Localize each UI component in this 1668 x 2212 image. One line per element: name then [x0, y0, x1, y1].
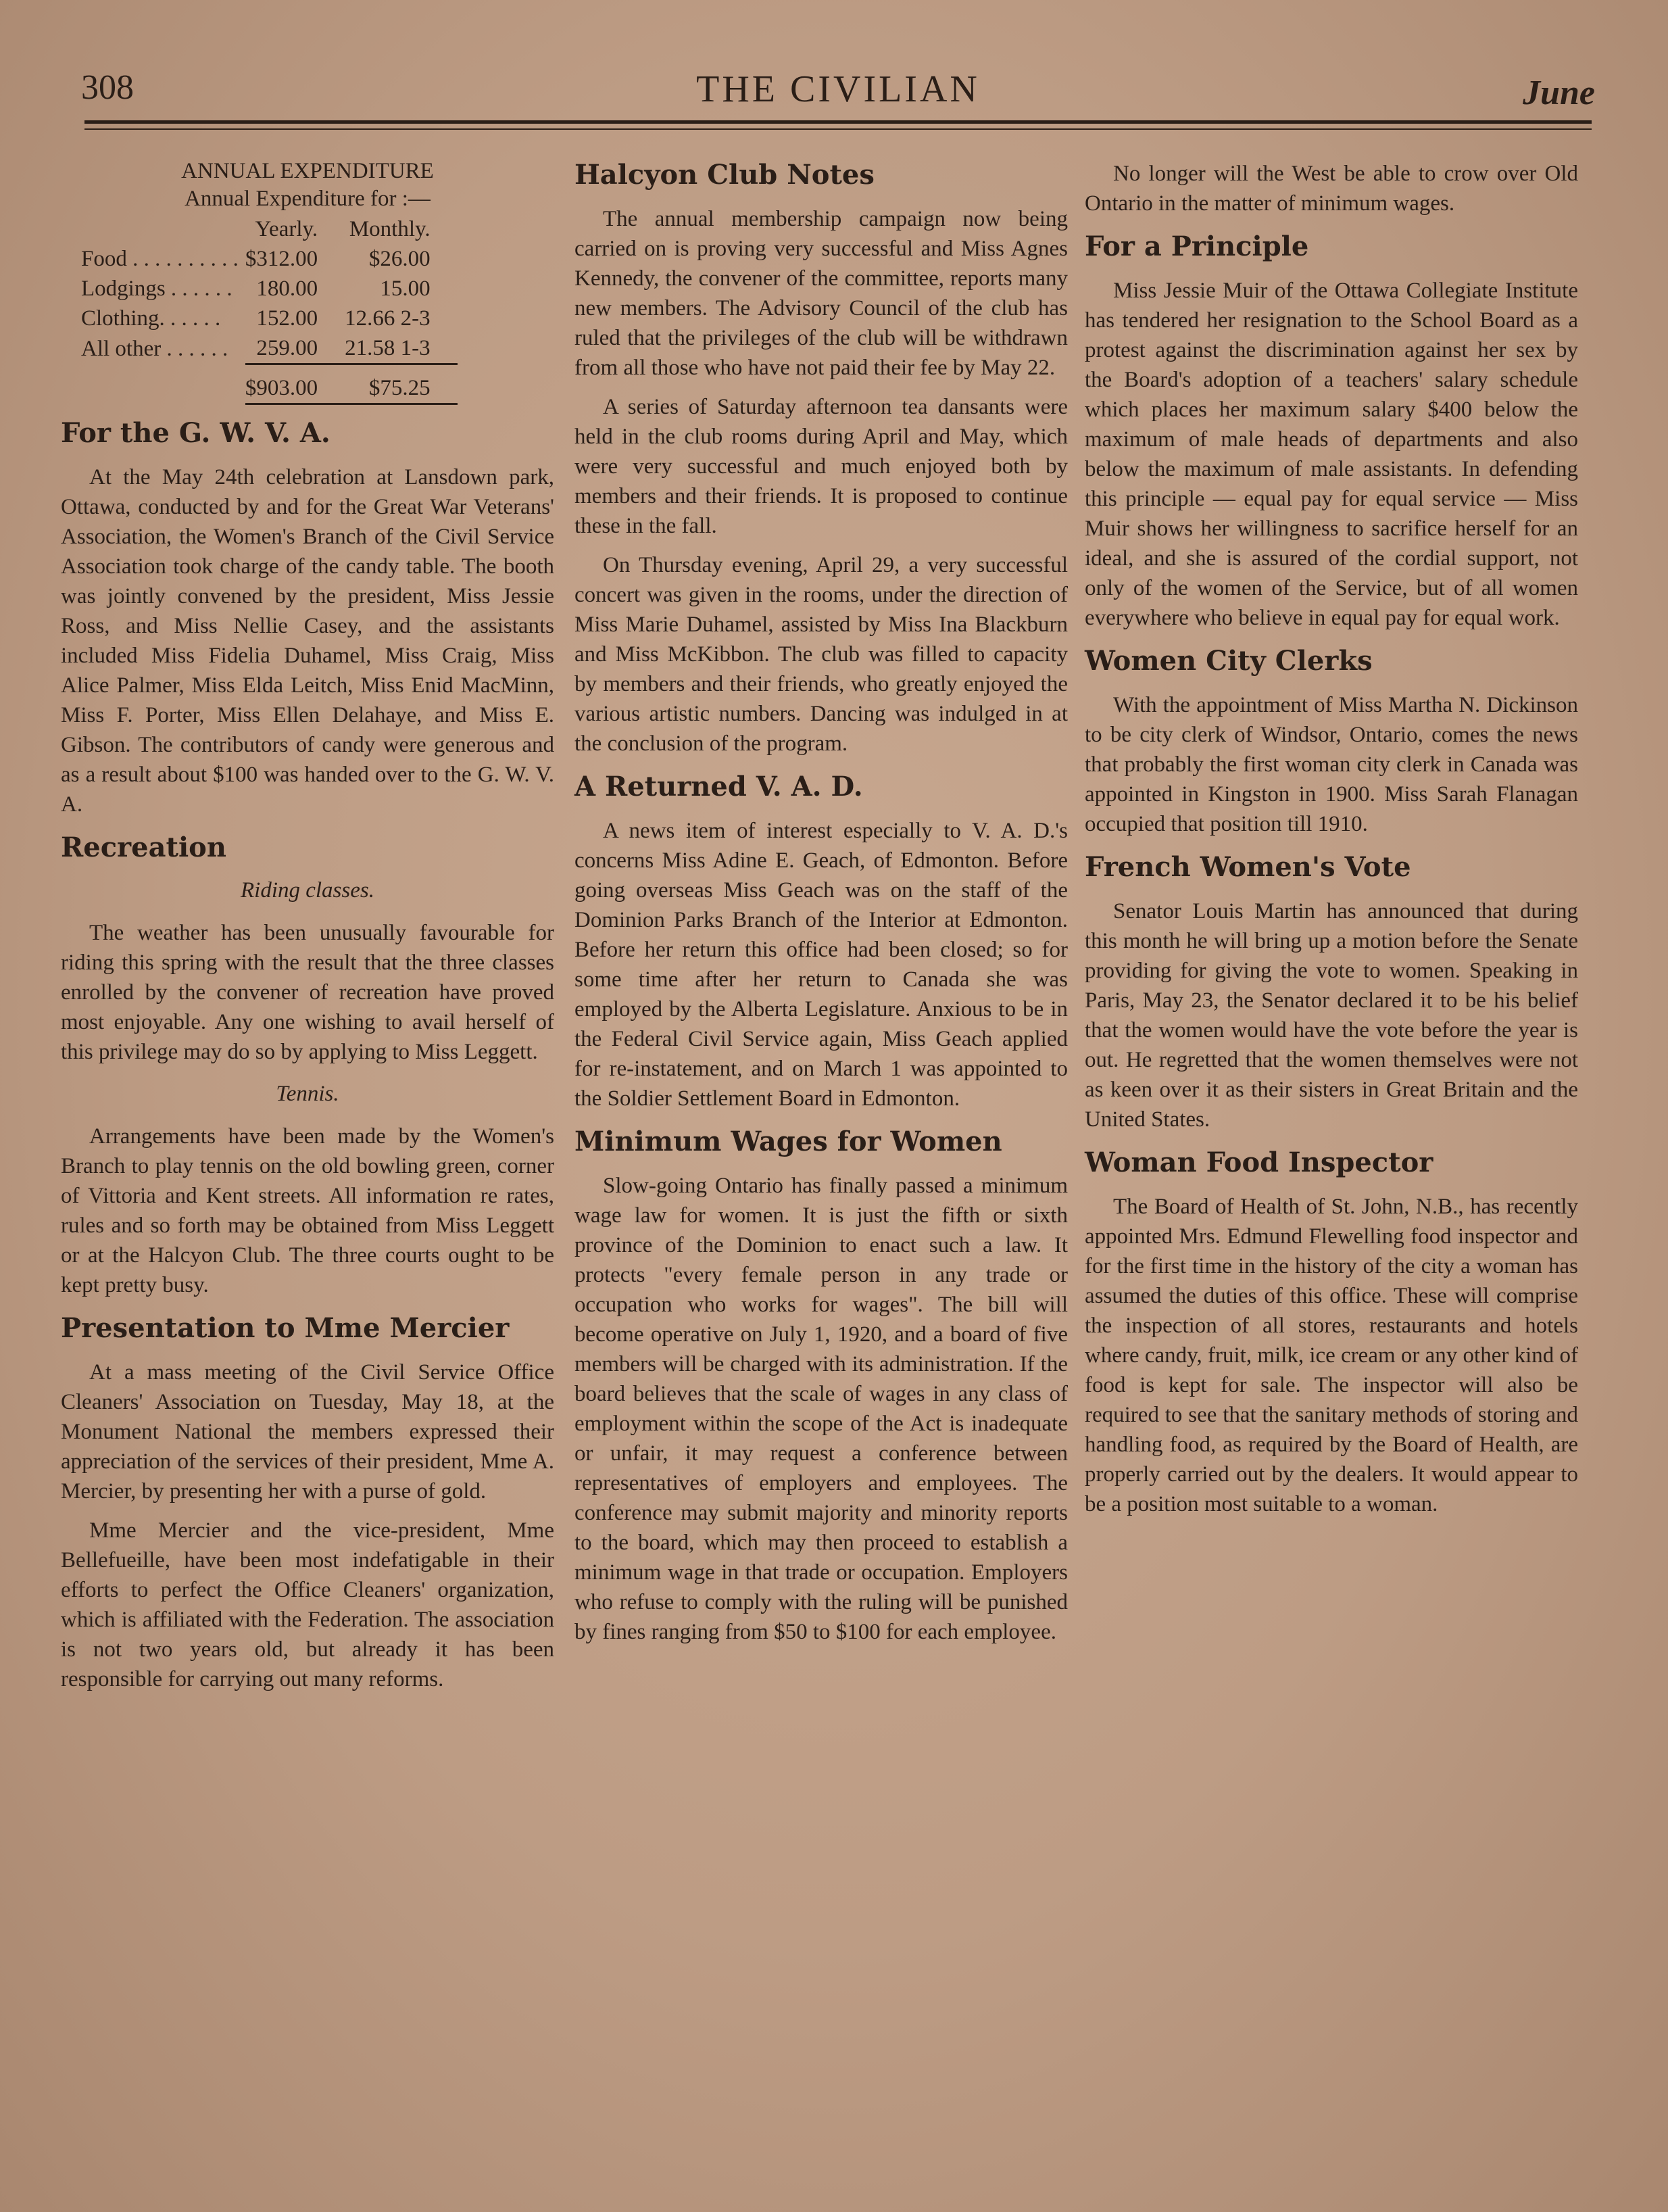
col-monthly: Monthly. — [349, 217, 431, 241]
riding-subheading: Riding classes. — [241, 878, 374, 903]
principle-paragraph: Miss Jessie Muir of the Ottawa Collegiate Institute has tendered her resignation to the School Board as a protest against the discrimination against her sex by the Board's adoption of a teachers' salary schedule which places her maximum salary $400 below the maximum of male heads of departments and also below the maximum of male assistants. In defending this principle — equal pay for equal service — Miss Muir shows her willingness to sacrifice herself for an ideal, and she is assured of the cordial support, not only of the women of the Service, but of all women everywhere who believe in equal pay for equal work. — [1085, 279, 1578, 630]
tennis-paragraph: Arrangements have been made by the Women's Branch to play tennis on the old bowling green, corner of Vittoria and Kent streets. All information re rates, rules and so forth may be obtained from Miss Leggett or at the Halcyon Club. The three courts ought to be kept pretty busy. — [61, 1124, 554, 1297]
table-row — [81, 333, 458, 364]
row-label: Clothing. . . . . . — [81, 306, 221, 331]
principle-heading: For a Principle — [1085, 231, 1309, 262]
expenditure-subtitle: Annual Expenditure for :— — [185, 187, 431, 211]
row-yearly: 152.00 — [256, 306, 318, 331]
west-paragraph: No longer will the West be able to crow over Old Ontario in the matter of minimum wages. — [1085, 162, 1578, 216]
table-total-row — [81, 364, 458, 404]
recreation-heading: Recreation — [61, 832, 226, 863]
halcyon-heading: Halcyon Club Notes — [574, 159, 875, 191]
expenditure-table — [81, 214, 458, 405]
page-header — [81, 68, 1595, 115]
halcyon-paragraph-1: The annual membership campaign now being carried on is proving very successful and Miss Agnes Kennedy, the convener of the committee, reports many new members. The Advisory Council of the club has ruled that the privileges of the club will be withdrawn from all those who have not paid their fee by May 22. — [574, 207, 1068, 380]
row-yearly: $312.00 — [245, 247, 318, 271]
table-row — [81, 274, 458, 304]
column-2 — [574, 159, 1068, 1656]
mercier-paragraph-2: Mme Mercier and the vice-president, Mme Bellefueille, have been most indefatigable in their efforts to perfect the Office Cleaners' organization, which is affiliated with the Federation. The association is not two years old, but already it has been responsible for carrying out many reforms. — [61, 1518, 554, 1691]
row-monthly: 15.00 — [380, 276, 431, 301]
row-monthly: $26.00 — [368, 247, 431, 271]
journal-title: THE CIVILIAN — [696, 68, 980, 110]
clerks-paragraph: With the appointment of Miss Martha N. Dickinson to be city clerk of Windsor, Ontario, comes the news that probably the first woman city clerk in Canada was appointed in Kingston in 1900. Miss Sarah Flanagan occupied that position till 1910. — [1085, 693, 1578, 836]
total-yearly: $903.00 — [245, 364, 345, 404]
gwva-heading: For the G. W. V. A. — [61, 417, 330, 449]
tennis-subheading: Tennis. — [276, 1082, 339, 1106]
expenditure-block — [61, 159, 554, 405]
gwva-paragraph: At the May 24th celebration at Lansdown park, Ottawa, conducted by and for the Great War Veterans' Association, the Women's Branch of the Civil Service Association took charge of the candy table. The booth was jointly convened by the president, Miss Jessie Ross, and Miss Nellie Casey, and the assistants included Miss Fidelia Duhamel, Miss Craig, Miss Alice Palmer, Miss Elda Leitch, Miss Enid MacMinn, Miss F. Porter, Miss Ellen Delahaye, and Miss E. Gibson. The contributors of candy were generous and as a result about $100 was handed over to the G. W. V. A. — [61, 465, 554, 817]
minwage-heading: Minimum Wages for Women — [574, 1126, 1002, 1157]
food-heading: Woman Food Inspector — [1085, 1147, 1433, 1178]
vote-heading: French Women's Vote — [1085, 851, 1411, 883]
col-yearly: Yearly. — [255, 217, 318, 241]
mercier-heading: Presentation to Mme Mercier — [61, 1312, 510, 1344]
clerks-heading: Women City Clerks — [1085, 645, 1373, 677]
row-monthly: 21.58 1-3 — [345, 336, 431, 360]
vote-paragraph: Senator Louis Martin has announced that during this month he will bring up a motion before the Senate providing for giving the vote to women. Speaking in Paris, May 23, the Senator declared it to be his belief that the women would have the vote before the year is out. He regretted that the women themselves were not as keen over it as their sisters in Great Britain and the United States. — [1085, 899, 1578, 1132]
page-number: 308 — [81, 68, 134, 107]
column-1 — [61, 159, 554, 1704]
row-monthly: 12.66 2-3 — [345, 306, 431, 331]
total-monthly: $75.25 — [345, 364, 458, 404]
riding-paragraph: The weather has been unusually favourable for riding this spring with the result that the three classes enrolled by the convener of recreation have proved most enjoyable. Any one wishing to avail herself of this privilege may do so by applying to Miss Leggett. — [61, 921, 554, 1064]
row-label: Food . . . . . . . . . . — [81, 247, 239, 271]
issue-month: June — [1523, 74, 1595, 112]
header-rule-thin — [84, 128, 1592, 130]
table-row — [81, 244, 458, 274]
halcyon-paragraph-3: On Thursday evening, April 29, a very successful concert was given in the rooms, under the direction of Miss Marie Duhamel, assisted by Miss Ina Blackburn and Miss McKibbon. The club was filled to capacity by members and their friends, who greatly enjoyed the various artistic numbers. Dancing was indulged in at the conclusion of the program. — [574, 553, 1068, 756]
row-yearly: 180.00 — [256, 276, 318, 301]
mercier-paragraph-1: At a mass meeting of the Civil Service Office Cleaners' Association on Tuesday, May 18, at the Monument National the members expressed their appreciation of the services of their president, Mme A. Mercier, by presenting her with a purse of gold. — [61, 1360, 554, 1504]
header-rule — [84, 120, 1592, 124]
vad-paragraph: A news item of interest especially to V. A. D.'s concerns Miss Adine E. Geach, of Edmonton. Before going overseas Miss Geach was on the staff of the Dominion Parks Branch of the Interior at Edmonton. Before her return this office had been closed; so for some time after her return to Canada she was employed by the Alberta Legislature. Anxious to be in the Federal Civil Service again, Miss Geach applied for re-instatement, and on March 1 was appointed to the Soldier Settlement Board in Edmonton. — [574, 819, 1068, 1111]
row-label: Lodgings . . . . . . — [81, 276, 232, 301]
food-paragraph: The Board of Health of St. John, N.B., has recently appointed Mrs. Edmund Flewelling food inspector and for the first time in the history of the city a woman has assumed the duties of this office. These will comprise the inspection of all stores, restaurants and hotels where candy, fruit, milk, ice cream or any other kind of food is kept for sale. The inspector will also be required to see that the sanitary methods of storing and handling food, as required by the Board of Health, are properly carried out by the dealers. It would appear to be a position most suitable to a woman. — [1085, 1195, 1578, 1516]
expenditure-title: ANNUAL EXPENDITURE — [181, 159, 434, 183]
minwage-paragraph: Slow-going Ontario has finally passed a minimum wage law for women. It is just the fifth or sixth province of the Dominion to enact such a law. It protects "every female person in any trade or occupation who works for wages". The bill will become operative on July 1, 1920, and a board of five members will be charged with its administration. If the board believes that the scale of wages in any class of employment within the scope of the Act is inadequate or unfair, it may request a conference between representatives of employers and employees. The conference may submit majority and minority reports to the board, which may then proceed to establish a minimum wage in that trade or occupation. Employers who refuse to comply with the ruling will be punished by fines ranging from $50 to $100 for each employee. — [574, 1174, 1068, 1644]
table-header-row — [81, 214, 458, 244]
halcyon-paragraph-2: A series of Saturday afternoon tea dansants were held in the club rooms during April and May, which were very successful and much enjoyed both by members and their friends. It is proposed to continue these in the fall. — [574, 395, 1068, 538]
row-label: All other . . . . . . — [81, 336, 228, 361]
column-3 — [1085, 159, 1578, 1529]
row-yearly: 259.00 — [256, 336, 318, 360]
table-row — [81, 304, 458, 333]
vad-heading: A Returned V. A. D. — [574, 771, 863, 802]
